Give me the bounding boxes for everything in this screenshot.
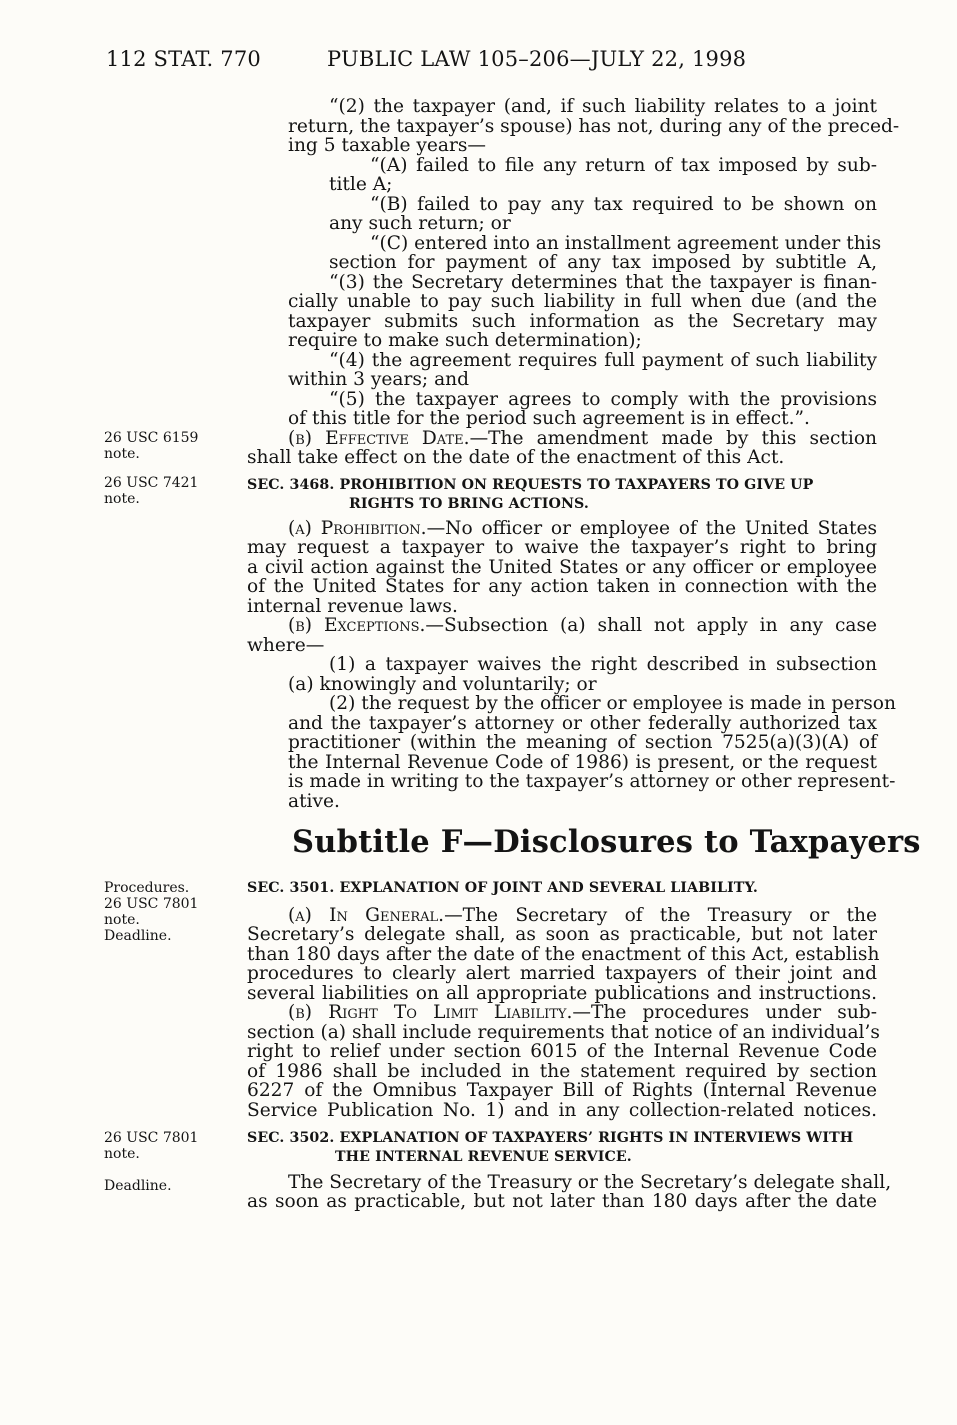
section-heading: THE INTERNAL REVENUE SERVICE. — [335, 1149, 632, 1165]
text-line: procedures to clearly alert married taxpayers of their joint and — [247, 963, 877, 984]
text-line: ing 5 taxable years— — [288, 135, 486, 156]
margin-note: Procedures. 26 USC 7801 note. Deadline. — [104, 880, 199, 944]
text-line: section (a) shall include requirements that notice of an individual’s — [247, 1022, 880, 1043]
text-line: return, the taxpayer’s spouse) has not, during any of the preced- — [288, 116, 900, 137]
text-line: is made in writing to the taxpayer’s attorney or other represent- — [288, 771, 896, 792]
section-heading: SEC. 3468. PROHIBITION ON REQUESTS TO TAXPAYERS TO GIVE UP — [247, 477, 814, 493]
text-line: as soon as practicable, but not later than 180 days after the date — [247, 1191, 877, 1212]
paragraph-heading: (b) Effective Date. — [288, 428, 470, 449]
paragraph-heading: (b) Exceptions. — [288, 615, 426, 636]
text-line: require to make such determination); — [288, 330, 642, 351]
section-heading: RIGHTS TO BRING ACTIONS. — [349, 496, 589, 512]
text-line: than 180 days after the date of the enactment of this Act, establish — [247, 944, 880, 965]
text-line: “(B) failed to pay any tax required to be shown on — [370, 194, 877, 215]
text-line: (a) In General.—The Secretary of the Treasury or the — [288, 905, 877, 926]
text-line: The Secretary of the Treasury or the Secretary’s delegate shall, — [288, 1172, 892, 1193]
subtitle-heading: Subtitle F—Disclosures to Taxpayers — [292, 824, 921, 860]
text-line: “(5) the taxpayer agrees to comply with the provisions — [329, 389, 877, 410]
section-heading: SEC. 3501. EXPLANATION OF JOINT AND SEVERAL LIABILITY. — [247, 880, 758, 896]
text-line: of this title for the period such agreement is in effect.”. — [288, 408, 810, 429]
text-line: shall take effect on the date of the enactment of this Act. — [247, 447, 785, 468]
text-line: a civil action against the United States or any officer or employee — [247, 557, 877, 578]
text-line: “(C) entered into an installment agreement under this — [370, 233, 882, 254]
running-header-center: PUBLIC LAW 105–206—JULY 22, 1998 — [327, 47, 747, 71]
text-line: right to relief under section 6015 of the Internal Revenue Code — [247, 1041, 877, 1062]
text-line: (1) a taxpayer waives the right described in subsection — [329, 654, 877, 675]
text-line: where— — [247, 635, 325, 656]
text-line: (a) knowingly and voluntarily; or — [288, 674, 597, 695]
text-line: cially unable to pay such liability in full when due (and the — [288, 291, 877, 312]
text-line: ative. — [288, 791, 340, 812]
text-line: (b) Right To Limit Liability.—The procedures under sub- — [288, 1002, 877, 1023]
text-line: practitioner (within the meaning of section 7525(a)(3)(A) of — [288, 732, 877, 753]
text-line: taxpayer submits such information as the Secretary may — [288, 311, 877, 332]
text-line: (a) Prohibition.—No officer or employee of the United States — [288, 518, 877, 539]
text-line: the Internal Revenue Code of 1986) is present, or the request — [288, 752, 877, 773]
text-line: Service Publication No. 1) and in any collection-related notices. — [247, 1100, 877, 1121]
text-line: “(3) the Secretary determines that the taxpayer is finan- — [329, 272, 877, 293]
text-line: several liabilities on all appropriate publications and instructions. — [247, 983, 877, 1004]
text-line: any such return; or — [329, 213, 511, 234]
text-line: “(2) the taxpayer (and, if such liability relates to a joint — [329, 96, 877, 117]
running-header-left: 112 STAT. 770 — [106, 47, 261, 71]
text-line: within 3 years; and — [288, 369, 470, 390]
section-heading: SEC. 3502. EXPLANATION OF TAXPAYERS’ RIGHTS IN INTERVIEWS WITH — [247, 1130, 854, 1146]
paragraph-heading: (a) In General. — [288, 905, 445, 926]
text-line: section for payment of any tax imposed by subtitle A, — [329, 252, 877, 273]
text-line: “(4) the agreement requires full payment of such liability — [329, 350, 877, 371]
text-line: internal revenue laws. — [247, 596, 458, 617]
text-line: may request a taxpayer to waive the taxpayer’s right to bring — [247, 537, 877, 558]
text-line: “(A) failed to file any return of tax imposed by sub- — [370, 155, 877, 176]
text-line: of 1986 shall be included in the statement required by section — [247, 1061, 877, 1082]
text-line: Secretary’s delegate shall, as soon as practicable, but not later — [247, 924, 877, 945]
text-line: (b) Exceptions.—Subsection (a) shall not apply in any case — [288, 615, 877, 636]
text-line: (2) the request by the officer or employee is made in person — [329, 693, 896, 714]
text-line: title A; — [329, 174, 393, 195]
text-line: of the United States for any action taken in connection with the — [247, 576, 877, 597]
text-line: (b) Effective Date.—The amendment made by this section — [288, 428, 877, 449]
text-line: 6227 of the Omnibus Taxpayer Bill of Rights (Internal Revenue — [247, 1080, 877, 1101]
paragraph-heading: (b) Right To Limit Liability. — [288, 1002, 573, 1023]
margin-note: 26 USC 6159 note. — [104, 430, 199, 462]
text-line: and the taxpayer’s attorney or other federally authorized tax — [288, 713, 877, 734]
paragraph-heading: (a) Prohibition. — [288, 518, 427, 539]
margin-note: Deadline. — [104, 1178, 172, 1194]
margin-note: 26 USC 7801 note. — [104, 1130, 199, 1162]
margin-note: 26 USC 7421 note. — [104, 475, 199, 507]
